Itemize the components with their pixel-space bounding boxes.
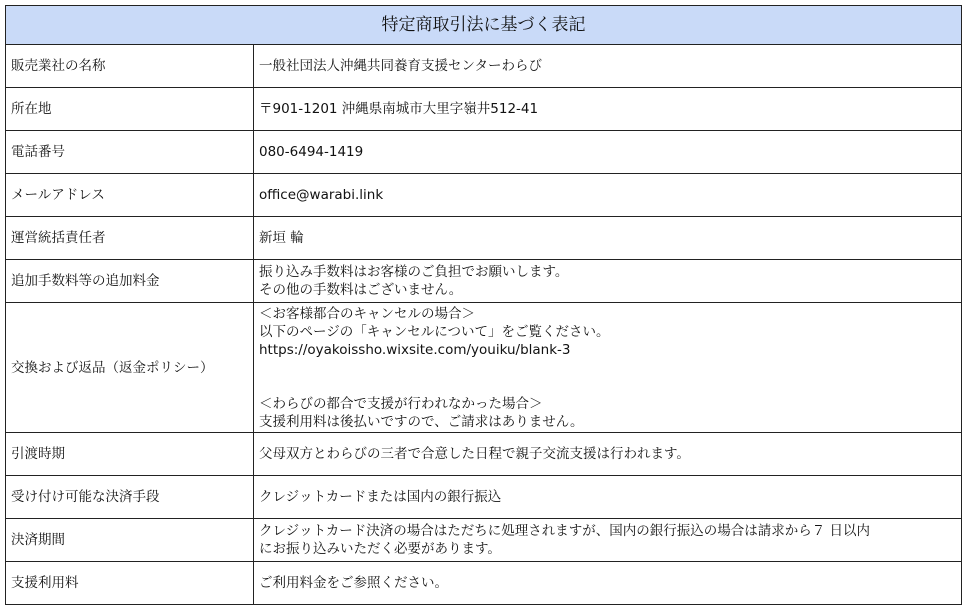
value-line: ＜わらびの都合で支援が行われなかった場合＞	[259, 395, 543, 412]
row-label: 決済期間	[6, 519, 254, 562]
value-line: 支援利用料は後払いですので、ご請求はありません。	[259, 413, 584, 430]
table-row	[6, 476, 962, 519]
table-header-row	[6, 6, 962, 45]
row-label: 所在地	[6, 88, 254, 131]
value-line: クレジットカードまたは国内の銀行振込	[259, 489, 502, 505]
value-line: ご利用料金をご参照ください。	[259, 575, 448, 591]
row-value	[254, 476, 962, 519]
row-value	[254, 260, 962, 303]
row-label: 追加手数料等の追加料金	[6, 260, 254, 303]
row-value	[254, 303, 962, 433]
row-value	[254, 45, 962, 88]
table-row	[6, 45, 962, 88]
value-line: ＜お客様都合のキャンセルの場合＞	[259, 305, 475, 322]
row-label: 支援利用料	[6, 562, 254, 605]
value-line: 振り込み手数料はお客様のご負担でお願いします。	[259, 264, 569, 280]
value-line: office@warabi.link	[259, 187, 384, 203]
table-title: 特定商取引法に基づく表記	[6, 6, 962, 45]
table-row	[6, 131, 962, 174]
row-value	[254, 174, 962, 217]
row-value	[254, 562, 962, 605]
row-value	[254, 217, 962, 260]
value-line: 一般社団法人沖縄共同養育支援センターわらび	[259, 58, 542, 74]
row-label: 交換および返品（返金ポリシー）	[6, 303, 254, 433]
value-line: 以下のページの「キャンセルについて」をご覧ください。	[259, 323, 610, 340]
value-line: 父母双方とわらびの三者で合意した日程で親子交流支援は行われます。	[259, 446, 690, 462]
row-value	[254, 519, 962, 562]
row-label: 電話番号	[6, 131, 254, 174]
row-label: 引渡時期	[6, 433, 254, 476]
table-row	[6, 217, 962, 260]
table-row	[6, 303, 962, 433]
table-row	[6, 88, 962, 131]
value-line: 080-6494-1419	[259, 144, 364, 160]
commerce-law-table	[5, 5, 962, 605]
row-label: 販売業社の名称	[6, 45, 254, 88]
row-label: 受け付け可能な決済手段	[6, 476, 254, 519]
row-value	[254, 433, 962, 476]
spacer	[259, 359, 961, 395]
row-value	[254, 88, 962, 131]
value-line: その他の手数料はございません。	[259, 282, 463, 298]
table-row	[6, 260, 962, 303]
value-line: にお振り込みいただく必要があります。	[259, 541, 501, 557]
value-line: クレジットカード決済の場合はただちに処理されますが、国内の銀行振込の場合は請求から７ 日以内	[259, 523, 871, 539]
table-row	[6, 433, 962, 476]
row-label: メールアドレス	[6, 174, 254, 217]
row-value	[254, 131, 962, 174]
table-row	[6, 562, 962, 605]
table-row	[6, 519, 962, 562]
table-row	[6, 174, 962, 217]
value-line: 〒901-1201 沖縄県南城市大里字嶺井512-41	[259, 101, 539, 117]
value-line: 新垣 輪	[259, 230, 304, 246]
refund-policy-url: https://oyakoissho.wixsite.com/youiku/blank-3	[259, 341, 571, 358]
row-label: 運営統括責任者	[6, 217, 254, 260]
